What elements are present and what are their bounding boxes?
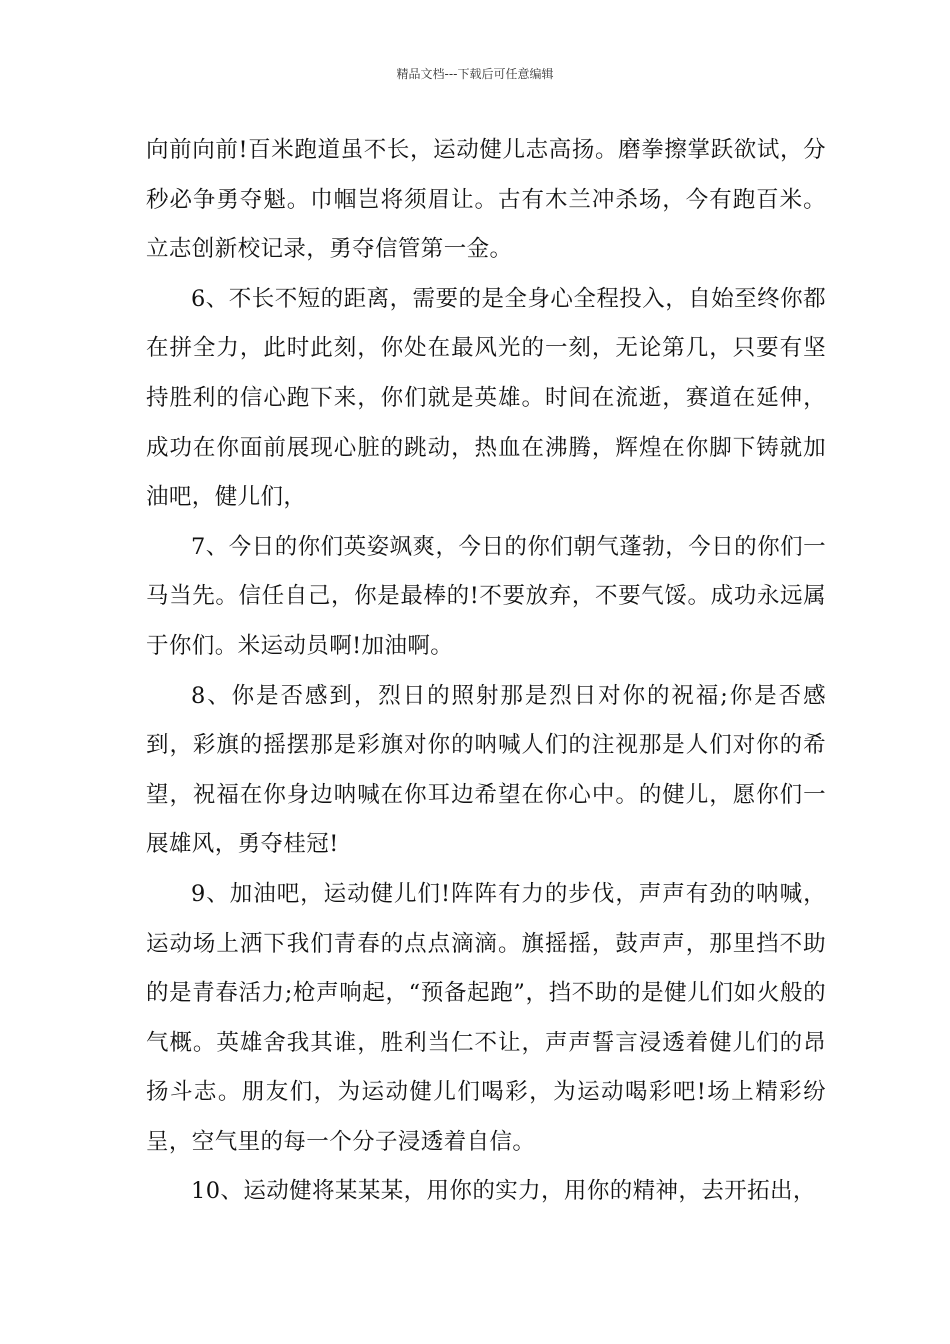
document-body: [146, 126, 826, 1217]
paragraph-continuation: 向前向前!百米跑道虽不长，运动健儿志高扬。磨拳擦掌跃欲试，分秒必争勇夺魁。巾帼岂将须眉让。古有木兰冲杀场，今有跑百米。立志创新校记录，勇夺信管第一金。: [146, 137, 826, 263]
paragraph-item-8: 8、你是否感到，烈日的照射那是烈日对你的祝福;你是否感到，彩旗的摇摆那是彩旗对你的呐喊人们的注视那是人们对你的希望，祝福在你身边呐喊在你耳边希望在你心中。的健儿，愿你们一展雄风，勇夺桂冠!: [146, 682, 826, 858]
paragraph-item-7: 7、今日的你们英姿飒爽，今日的你们朝气蓬勃，今日的你们一马当先。信任自己，你是最棒的!不要放弃，不要气馁。成功永远属于你们。米运动员啊!加油啊。: [146, 533, 826, 659]
paragraph-item-6: 6、不长不短的距离，需要的是全身心全程投入，自始至终你都在拼全力，此时此刻，你处在最风光的一刻，无论第几，只要有坚持胜利的信心跑下来，你们就是英雄。时间在流逝，赛道在延伸，成功在你面前展现心脏的跳动，热血在沸腾，辉煌在你脚下铸就加油吧，健儿们，: [146, 285, 826, 511]
paragraph-item-9: 9、加油吧，运动健儿们!阵阵有力的步伐，声声有劲的呐喊，运动场上洒下我们青春的点点滴滴。旗摇摇，鼓声声，那里挡不助的是青春活力;枪声响起，“预备起跑”，挡不助的是健儿们如火般的气概。英雄舍我其谁，胜利当仁不让，声声誓言浸透着健儿们的昂扬斗志。朋友们，为运动健儿们喝彩，为运动喝彩吧!场上精彩纷呈，空气里的每一个分子浸透着自信。: [146, 880, 826, 1155]
page-header: 精品文档---下载后可任意编辑: [396, 67, 554, 81]
paragraph-item-10: 10、运动健将某某某，用你的实力，用你的精神，去开拓出，: [191, 1178, 816, 1205]
